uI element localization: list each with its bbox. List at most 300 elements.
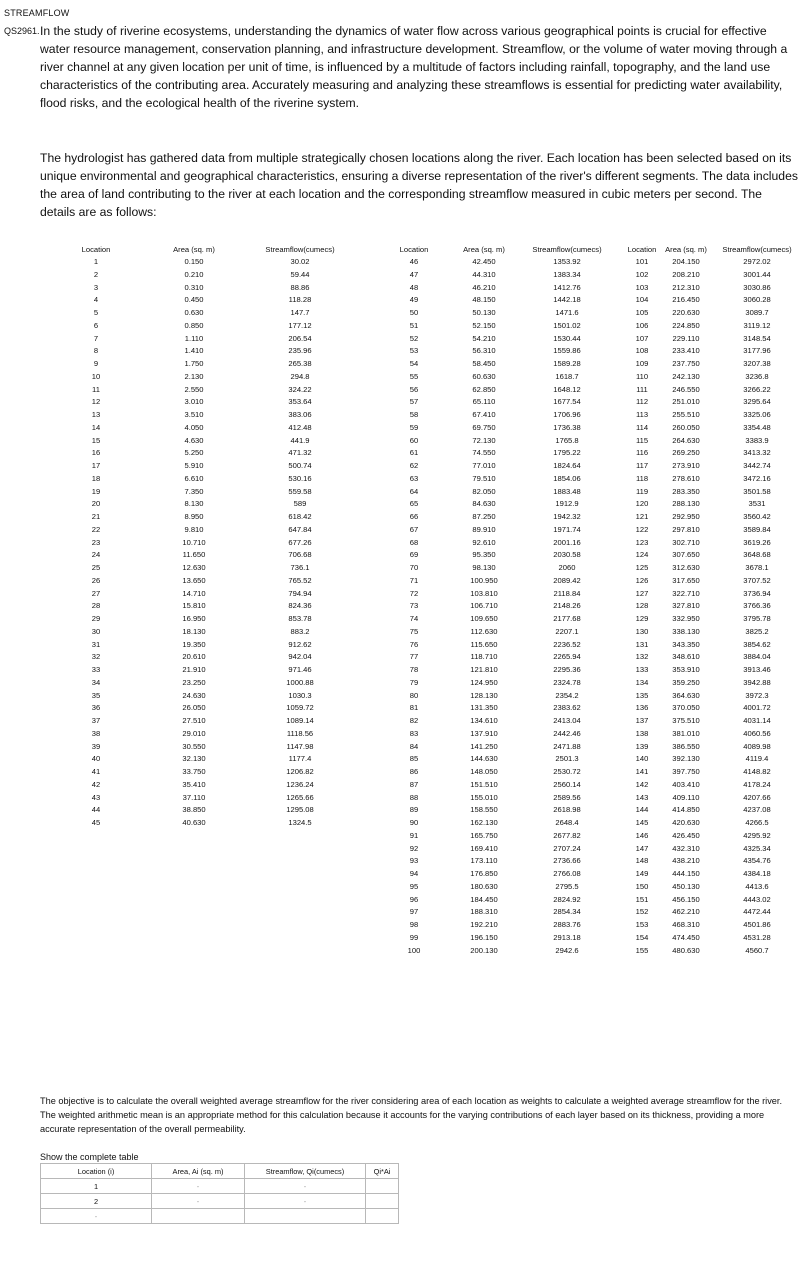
cell-streamflow: 1147.98 — [286, 741, 314, 751]
answer-input-cell[interactable]: - — [245, 1179, 366, 1194]
cell-area: 100.950 — [470, 575, 498, 585]
show-complete-table-link[interactable]: Show the complete table — [40, 1152, 139, 1162]
cell-area: 273.910 — [672, 461, 700, 470]
cell-area: 155.010 — [470, 792, 498, 802]
cell-location: 1 — [93, 257, 99, 266]
cell-location: 86 — [409, 767, 419, 776]
column-header-area: Area (sq. m) — [463, 245, 505, 254]
cell-location: 125 — [635, 563, 649, 572]
cell-location: 21 — [91, 512, 101, 521]
cell-area: 158.550 — [470, 805, 498, 815]
cell-area: 72.130 — [472, 435, 496, 445]
cell-location: 13 — [91, 410, 101, 419]
cell-area: 151.510 — [470, 779, 498, 789]
cell-streamflow: 4060.56 — [743, 728, 771, 738]
cell-area: 414.850 — [672, 805, 700, 815]
cell-streamflow: 2148.26 — [553, 601, 581, 611]
cell-streamflow: 3236.8 — [745, 371, 769, 381]
cell-location: 126 — [635, 575, 649, 585]
cell-area: 109.650 — [470, 614, 498, 623]
cell-streamflow: 2089.42 — [553, 575, 581, 585]
answer-header-streamflow: Streamflow, Qi(cumecs) — [245, 1164, 366, 1179]
cell-location: 12 — [91, 397, 101, 407]
cell-location: 146 — [635, 830, 649, 840]
cell-location: 63 — [409, 473, 419, 483]
cell-area: 106.710 — [470, 601, 498, 611]
cell-area: 131.350 — [470, 703, 498, 713]
cell-streamflow: 3531 — [748, 499, 766, 509]
column-header-area: Area (sq. m) — [173, 245, 215, 254]
cell-streamflow: 383.06 — [288, 410, 312, 419]
cell-location: 114 — [635, 422, 649, 432]
cell-location: 131 — [635, 639, 649, 649]
cell-area: 444.150 — [672, 869, 700, 878]
cell-location: 33 — [91, 665, 101, 674]
cell-location: 116 — [635, 448, 649, 458]
cell-area: 11.650 — [182, 550, 206, 560]
answer-input-cell[interactable] — [152, 1209, 245, 1224]
answer-row — [41, 1179, 399, 1194]
cell-area: 1.110 — [184, 333, 204, 343]
cell-location: 57 — [409, 397, 419, 407]
cell-location: 7 — [93, 333, 99, 343]
cell-area: 9.810 — [184, 524, 204, 534]
cell-streamflow: 2265.94 — [553, 652, 581, 662]
answer-input-cell[interactable] — [366, 1194, 399, 1209]
cell-streamflow: 2589.56 — [553, 792, 581, 802]
cell-streamflow: 3060.28 — [743, 295, 771, 305]
cell-area: 112.630 — [470, 626, 498, 636]
cell-area: 237.750 — [672, 359, 700, 368]
column-header-area: Area (sq. m) — [665, 245, 707, 254]
cell-area: 343.350 — [672, 639, 700, 649]
cell-area: 37.110 — [182, 792, 206, 802]
cell-streamflow: 441.9 — [290, 435, 310, 445]
cell-area: 438.210 — [672, 856, 700, 866]
answer-input-cell[interactable]: - — [152, 1194, 245, 1209]
answer-input-cell[interactable]: - — [245, 1194, 366, 1209]
cell-location: 32 — [91, 652, 101, 662]
cell-area: 10.710 — [182, 537, 206, 547]
cell-area: 48.150 — [472, 295, 496, 305]
cell-streamflow: 3325.06 — [743, 410, 771, 419]
cell-streamflow: 2560.14 — [553, 779, 581, 789]
cell-location: 129 — [635, 614, 649, 623]
cell-streamflow: 1736.38 — [553, 422, 581, 432]
cell-location: 64 — [409, 486, 419, 496]
cell-location: 140 — [635, 754, 649, 764]
answer-input-cell[interactable] — [366, 1209, 399, 1224]
cell-streamflow: 500.74 — [288, 461, 312, 470]
cell-area: 121.810 — [470, 665, 498, 674]
cell-streamflow: 677.26 — [288, 537, 312, 547]
cell-streamflow: 1442.18 — [553, 295, 581, 305]
cell-area: 103.810 — [470, 588, 498, 598]
cell-location: 44 — [91, 805, 101, 815]
cell-area: 137.910 — [470, 728, 498, 738]
cell-location: 98 — [409, 920, 419, 929]
cell-location: 91 — [409, 830, 419, 840]
cell-location: 75 — [409, 626, 419, 636]
cell-streamflow: 1501.02 — [553, 320, 581, 330]
cell-location: 25 — [91, 563, 101, 572]
cell-location: 74 — [409, 614, 419, 623]
cell-area: 176.850 — [470, 869, 498, 878]
cell-area: 269.250 — [672, 448, 700, 458]
cell-area: 456.150 — [672, 894, 700, 904]
cell-location: 138 — [635, 728, 649, 738]
cell-streamflow: 4354.76 — [743, 856, 771, 866]
cell-location: 130 — [635, 626, 649, 636]
cell-area: 7.350 — [184, 486, 204, 496]
cell-streamflow: 4207.66 — [743, 792, 771, 802]
cell-area: 474.450 — [672, 932, 700, 942]
cell-location: 108 — [635, 346, 649, 356]
cell-area: 16.950 — [182, 614, 206, 623]
cell-streamflow: 1765.8 — [555, 435, 579, 445]
cell-location: 24 — [91, 550, 101, 560]
cell-area: 0.210 — [184, 269, 204, 279]
cell-area: 292.950 — [672, 512, 700, 521]
cell-area: 242.130 — [672, 371, 700, 381]
cell-location: 4 — [93, 295, 99, 305]
cell-area: 0.450 — [184, 295, 204, 305]
cell-area: 128.130 — [470, 690, 498, 700]
cell-streamflow: 3795.78 — [743, 614, 771, 623]
cell-location: 155 — [635, 945, 649, 955]
cell-streamflow: 1883.48 — [553, 486, 581, 496]
cell-streamflow: 530.16 — [288, 473, 312, 483]
cell-streamflow: 3913.46 — [743, 665, 771, 674]
cell-location: 106 — [635, 320, 649, 330]
cell-area: 3.510 — [184, 410, 204, 419]
cell-area: 260.050 — [672, 422, 700, 432]
cell-location: 8 — [93, 346, 99, 356]
cell-area: 8.950 — [184, 512, 204, 521]
cell-area: 33.750 — [182, 767, 206, 776]
cell-area: 348.610 — [672, 652, 700, 662]
cell-location: 2 — [93, 269, 99, 279]
cell-area: 288.130 — [672, 499, 700, 509]
cell-location: 31 — [91, 639, 101, 649]
cell-area: 200.130 — [470, 945, 498, 955]
cell-area: 5.250 — [184, 448, 204, 458]
cell-streamflow: 118.28 — [288, 295, 312, 305]
cell-area: 29.010 — [182, 728, 206, 738]
cell-area: 353.910 — [672, 665, 700, 674]
cell-streamflow: 1030.3 — [288, 690, 312, 700]
answer-header-location: Location (i) — [41, 1164, 152, 1179]
cell-location: 49 — [409, 295, 419, 305]
cell-streamflow: 2883.76 — [553, 920, 581, 929]
cell-streamflow: 942.04 — [288, 652, 312, 662]
cell-streamflow: 2324.78 — [553, 677, 581, 687]
cell-area: 27.510 — [182, 716, 206, 725]
cell-streamflow: 4237.08 — [743, 805, 771, 815]
cell-location: 151 — [635, 894, 649, 904]
cell-area: 40.630 — [182, 818, 206, 827]
cell-streamflow: 3942.88 — [743, 677, 771, 687]
cell-streamflow: 147.7 — [290, 308, 310, 317]
cell-area: 386.550 — [672, 741, 700, 751]
cell-location: 113 — [635, 410, 649, 419]
cell-streamflow: 2060 — [558, 563, 576, 572]
cell-streamflow: 3089.7 — [745, 308, 769, 317]
cell-streamflow: 2707.24 — [553, 843, 581, 853]
cell-area: 403.410 — [672, 779, 700, 789]
cell-streamflow: 2648.4 — [555, 818, 579, 827]
cell-area: 338.130 — [672, 626, 700, 636]
cell-location: 104 — [635, 295, 649, 305]
cell-location: 19 — [91, 486, 101, 496]
cell-area: 312.630 — [672, 563, 700, 572]
cell-area: 20.610 — [182, 652, 206, 662]
cell-area: 432.310 — [672, 843, 700, 853]
cell-area: 468.310 — [672, 920, 700, 929]
cell-area: 264.630 — [672, 435, 700, 445]
cell-streamflow: 265.38 — [288, 359, 312, 368]
answer-input-cell[interactable] — [245, 1209, 366, 1224]
cell-area: 1.410 — [184, 346, 204, 356]
cell-area: 144.630 — [470, 754, 498, 764]
cell-area: 375.510 — [672, 716, 700, 725]
cell-streamflow: 4178.24 — [743, 779, 771, 789]
cell-streamflow: 3148.54 — [743, 333, 771, 343]
column-header-streamflow: Streamflow(cumecs) — [722, 245, 792, 254]
cell-streamflow: 294.8 — [290, 371, 310, 381]
cell-streamflow: 2677.82 — [553, 830, 581, 840]
cell-area: 2.130 — [184, 371, 204, 381]
cell-location: 103 — [635, 282, 649, 292]
cell-streamflow: 1942.32 — [553, 512, 581, 521]
cell-streamflow: 618.42 — [288, 512, 312, 521]
cell-location: 97 — [409, 907, 419, 917]
cell-area: 332.950 — [672, 614, 700, 623]
cell-location: 90 — [409, 818, 419, 827]
cell-streamflow: 1324.5 — [288, 818, 312, 827]
cell-location: 79 — [409, 677, 419, 687]
cell-area: 18.130 — [182, 626, 206, 636]
cell-location: 99 — [409, 932, 419, 942]
cell-area: 188.310 — [470, 907, 498, 917]
cell-streamflow: 3266.22 — [743, 384, 771, 394]
cell-area: 278.610 — [672, 473, 700, 483]
cell-streamflow: 2824.92 — [553, 894, 581, 904]
cell-location: 105 — [635, 308, 649, 317]
cell-location: 66 — [409, 512, 419, 521]
cell-streamflow: 1412.76 — [553, 282, 581, 292]
cell-location: 26 — [91, 575, 101, 585]
cell-streamflow: 1589.28 — [553, 359, 581, 368]
cell-streamflow: 1471.6 — [555, 308, 579, 317]
cell-location: 137 — [635, 716, 649, 725]
cell-location: 93 — [409, 856, 419, 866]
cell-streamflow: 4325.34 — [743, 843, 771, 853]
cell-streamflow: 1706.96 — [553, 410, 581, 419]
cell-location: 112 — [635, 397, 649, 407]
cell-location: 152 — [635, 907, 649, 917]
cell-streamflow: 1618.7 — [555, 371, 579, 381]
cell-area: 42.450 — [472, 257, 496, 266]
cell-area: 79.510 — [472, 473, 496, 483]
cell-area: 1.750 — [184, 359, 204, 368]
cell-area: 141.250 — [470, 741, 498, 751]
cell-location: 10 — [91, 371, 101, 381]
cell-streamflow: 3501.58 — [743, 486, 771, 496]
data-intro-paragraph: The hydrologist has gathered data from multiple strategically chosen locations along the river. Each location has been selected based on its unique environmental and geographical characteristics, ensuring a diverse representation of the river's different segments. The data includes the area of land contributing to the river at each location and the corresponding streamflow measured in cubic meters per second. The details are as follows: — [40, 151, 798, 220]
cell-streamflow: 883.2 — [290, 626, 310, 636]
answer-header-product: Qi*Ai — [366, 1164, 399, 1179]
cell-area: 95.350 — [472, 550, 496, 560]
cell-streamflow: 1295.08 — [286, 805, 314, 815]
cell-area: 148.050 — [470, 767, 498, 776]
cell-area: 184.450 — [470, 894, 498, 904]
cell-location: 154 — [635, 932, 649, 942]
cell-area: 359.250 — [672, 677, 700, 687]
answer-input-cell[interactable] — [366, 1179, 399, 1194]
cell-location: 65 — [409, 499, 419, 509]
cell-location: 73 — [409, 601, 419, 611]
cell-area: 67.410 — [472, 410, 496, 419]
cell-streamflow: 3030.86 — [743, 282, 771, 292]
answer-cell: 2 — [41, 1194, 152, 1209]
cell-area: 216.450 — [672, 295, 700, 305]
cell-streamflow: 2354.2 — [555, 690, 579, 700]
cell-location: 145 — [635, 818, 649, 827]
cell-location: 68 — [409, 537, 419, 547]
cell-area: 35.410 — [182, 779, 206, 789]
cell-area: 24.630 — [182, 690, 206, 700]
cell-area: 392.130 — [672, 754, 700, 764]
cell-area: 283.350 — [672, 486, 700, 496]
answer-header-area: Area, Ai (sq. m) — [152, 1164, 245, 1179]
cell-location: 27 — [91, 588, 101, 598]
cell-streamflow: 177.12 — [288, 320, 312, 330]
cell-streamflow: 3766.36 — [743, 601, 771, 611]
cell-area: 204.150 — [672, 257, 700, 266]
cell-area: 4.050 — [184, 422, 204, 432]
cell-location: 67 — [409, 524, 419, 534]
cell-area: 84.630 — [472, 499, 496, 509]
answer-cell: 1 — [41, 1179, 152, 1194]
cell-area: 251.010 — [672, 397, 700, 407]
cell-area: 15.810 — [182, 601, 206, 611]
cell-location: 147 — [635, 843, 649, 853]
cell-streamflow: 2501.3 — [555, 754, 579, 764]
cell-area: 409.110 — [672, 792, 700, 802]
cell-streamflow: 4001.72 — [743, 703, 771, 713]
cell-location: 34 — [91, 677, 101, 687]
column-header-streamflow: Streamflow(cumecs) — [532, 245, 602, 254]
cell-location: 42 — [91, 779, 101, 789]
cell-location: 47 — [409, 269, 419, 279]
cell-streamflow: 4472.44 — [743, 907, 771, 917]
cell-area: 38.850 — [182, 805, 206, 815]
cell-area: 58.450 — [472, 359, 496, 368]
cell-area: 124.950 — [470, 677, 498, 687]
cell-area: 233.410 — [672, 346, 700, 356]
cell-streamflow: 3854.62 — [743, 639, 771, 649]
cell-streamflow: 1795.22 — [553, 448, 581, 458]
answer-row — [41, 1194, 399, 1209]
cell-location: 133 — [635, 665, 649, 674]
cell-location: 118 — [635, 473, 649, 483]
cell-location: 101 — [635, 257, 649, 266]
cell-streamflow: 2118.84 — [553, 588, 581, 598]
cell-streamflow: 824.36 — [288, 601, 312, 611]
cell-streamflow: 2618.98 — [553, 805, 581, 815]
cell-streamflow: 2236.52 — [553, 639, 581, 649]
cell-location: 11 — [92, 384, 100, 394]
cell-streamflow: 3884.04 — [743, 652, 771, 662]
cell-area: 115.650 — [470, 639, 498, 649]
cell-streamflow: 2001.16 — [553, 537, 581, 547]
cell-streamflow: 1912.9 — [555, 499, 579, 509]
cell-streamflow: 2795.5 — [555, 881, 579, 891]
cell-area: 60.630 — [472, 371, 496, 381]
cell-streamflow: 1089.14 — [286, 716, 314, 725]
cell-streamflow: 3472.16 — [743, 473, 771, 483]
cell-streamflow: 4119.4 — [745, 754, 769, 764]
cell-area: 26.050 — [182, 703, 206, 713]
cell-area: 370.050 — [672, 703, 700, 713]
cell-streamflow: 4443.02 — [743, 894, 771, 904]
cell-streamflow: 2413.04 — [553, 716, 581, 725]
cell-location: 102 — [635, 269, 649, 279]
cell-area: 0.630 — [184, 308, 204, 317]
cell-streamflow: 1265.66 — [286, 792, 314, 802]
cell-streamflow: 736.1 — [290, 563, 310, 572]
cell-area: 98.130 — [472, 563, 496, 572]
cell-streamflow: 3001.44 — [743, 269, 771, 279]
cell-area: 19.350 — [182, 639, 206, 649]
cell-location: 85 — [409, 754, 419, 764]
cell-streamflow: 4031.14 — [743, 716, 771, 725]
cell-location: 59 — [409, 422, 419, 432]
cell-location: 132 — [635, 652, 649, 662]
cell-streamflow: 59.44 — [290, 269, 310, 279]
cell-location: 53 — [409, 346, 419, 356]
cell-area: 134.610 — [470, 716, 498, 725]
cell-location: 37 — [91, 716, 101, 725]
cell-streamflow: 2736.66 — [553, 856, 581, 866]
cell-streamflow: 3825.2 — [745, 626, 769, 636]
cell-location: 36 — [91, 703, 101, 713]
cell-location: 128 — [635, 601, 649, 611]
cell-area: 23.250 — [182, 677, 206, 687]
cell-area: 229.110 — [672, 333, 700, 343]
cell-area: 92.610 — [472, 537, 496, 547]
cell-area: 4.630 — [184, 435, 204, 445]
cell-location: 119 — [635, 486, 649, 496]
answer-input-cell[interactable]: - — [152, 1179, 245, 1194]
cell-location: 120 — [635, 499, 649, 509]
cell-streamflow: 4501.86 — [743, 920, 771, 929]
cell-area: 89.910 — [472, 524, 496, 534]
cell-streamflow: 1059.72 — [286, 703, 314, 713]
cell-area: 364.630 — [672, 690, 700, 700]
cell-streamflow: 1118.56 — [286, 728, 314, 738]
cell-location: 124 — [635, 550, 649, 560]
cell-area: 246.550 — [672, 384, 700, 394]
cell-location: 6 — [93, 320, 99, 330]
cell-location: 58 — [409, 410, 419, 419]
cell-streamflow: 765.52 — [288, 575, 312, 585]
cell-streamflow: 206.54 — [288, 333, 312, 343]
cell-area: 13.650 — [182, 575, 206, 585]
cell-streamflow: 2854.34 — [553, 907, 581, 917]
cell-location: 40 — [91, 754, 101, 764]
